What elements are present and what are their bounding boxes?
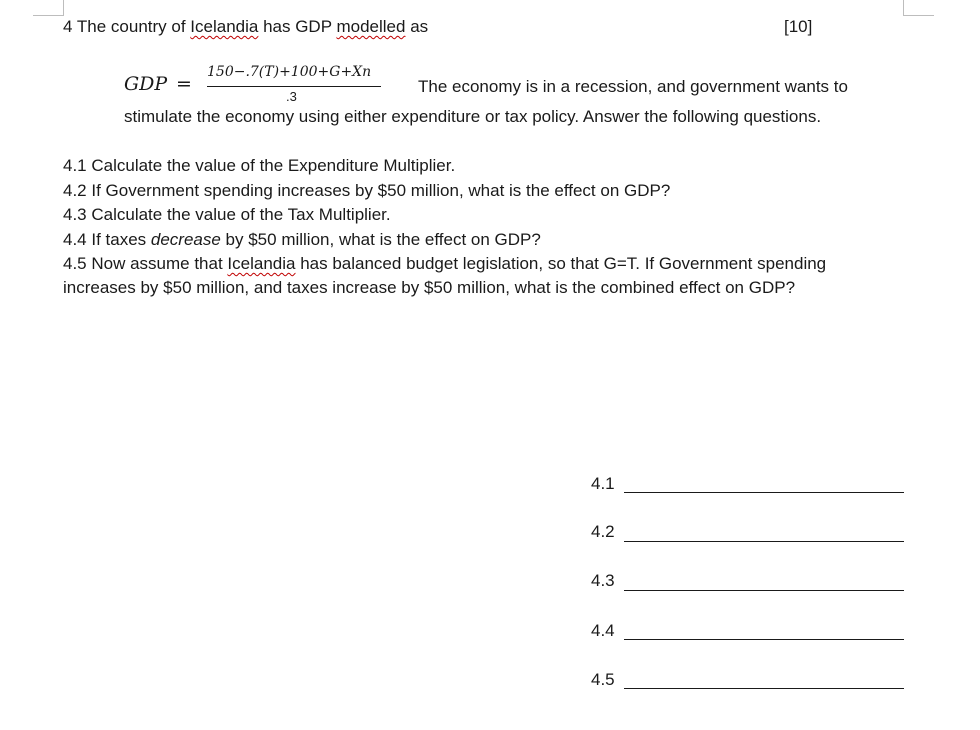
modelled-word: modelled (336, 17, 406, 36)
answer-label-4-5: 4.5 (591, 670, 615, 689)
answer-line-4-1[interactable] (624, 492, 904, 493)
answer-line-4-4[interactable] (624, 639, 904, 640)
formula-lhs: GDP (124, 73, 168, 95)
answer-line-4-5[interactable] (624, 688, 904, 689)
sub-question-4-5-line-2: increases by $50 million, and taxes increase by $50 million, what is the combined effect on GDP? (63, 278, 796, 297)
sub-question-4-4-after: by $50 million, what is the effect on GDP? (220, 230, 541, 249)
question-number: 4 (63, 17, 73, 36)
sub-question-4-5 (63, 253, 826, 275)
answer-label-4-1: 4.1 (591, 474, 615, 493)
sub-question-4-4-emphasis: decrease (150, 230, 221, 249)
question-intro-middle: has GDP (258, 17, 337, 36)
country-name: Icelandia (190, 17, 259, 36)
fraction-bar (207, 86, 381, 87)
sub-question-4-3: 4.3 Calculate the value of the Tax Multiplier. (63, 205, 391, 224)
sub-question-4-5-country: Icelandia (227, 254, 296, 273)
question-intro-after: as (405, 17, 429, 36)
answer-label-4-4: 4.4 (591, 621, 615, 640)
sub-question-4-4-before: 4.4 If taxes (63, 230, 151, 249)
sub-question-4-5-after: has balanced budget legislation, so that G=T. If Government spending (295, 254, 827, 273)
formula-equals: = (176, 73, 192, 95)
context-line-2: stimulate the economy using either expenditure or tax policy. Answer the following questions. (124, 107, 822, 126)
sub-question-4-1: 4.1 Calculate the value of the Expenditure Multiplier. (63, 156, 456, 175)
answer-label-4-3: 4.3 (591, 571, 615, 590)
sub-question-4-5-before: 4.5 Now assume that (63, 254, 228, 273)
marks-label: [10] (784, 17, 813, 36)
question-intro-before: The country of (76, 17, 191, 36)
formula-numerator: 150−.7(T)+100+G+Xn (207, 64, 372, 80)
answer-line-4-2[interactable] (624, 541, 904, 542)
formula-denominator: .3 (286, 89, 297, 104)
answer-line-4-3[interactable] (624, 590, 904, 591)
context-line-1: The economy is in a recession, and government wants to (418, 77, 848, 96)
answer-label-4-2: 4.2 (591, 522, 615, 541)
sub-question-4-2: 4.2 If Government spending increases by $50 million, what is the effect on GDP? (63, 181, 671, 200)
sub-question-4-4 (63, 229, 541, 251)
